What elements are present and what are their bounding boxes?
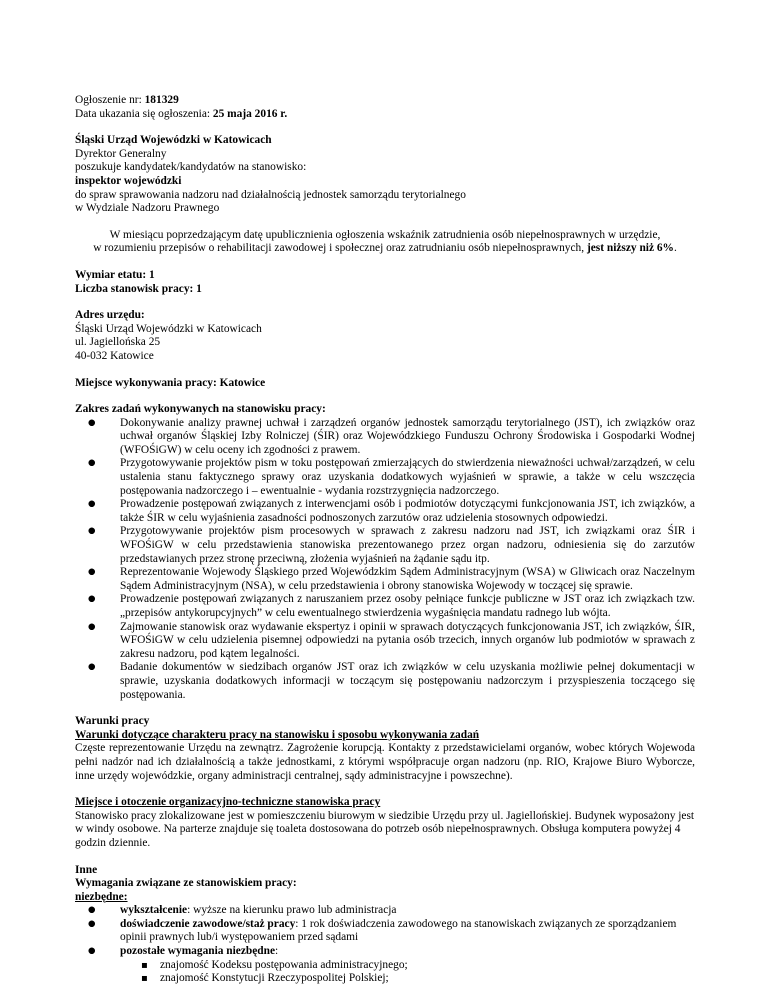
list-item (120, 904, 695, 918)
environment-section (75, 796, 695, 850)
requirements-list (75, 904, 695, 986)
list-item: ▪ znajomość Konstytucji Rzeczypospolitej Polskiej; (160, 972, 695, 986)
disability-notice (75, 229, 695, 256)
office-address (75, 309, 695, 363)
requirement-label: pozostałe wymagania niezbędne (120, 945, 276, 958)
workplace-text: Miejsce wykonywania pracy: Katowice (75, 376, 266, 389)
requirements-subheading: Wymagania związane ze stanowiskiem pracy: (75, 877, 297, 890)
list-item: ● Dokonywanie analizy prawnej uchwał i zarządzeń organów jednostek samorządu terytorialnego (JST), ich związków oraz uchwał organów Śląskiej Izby Rolniczej (ŚIR) oraz Wojewódzkiego Funduszu Ochrony Środowiska i Gospodarki Wodnej (WFOŚiGW) w celu oceny ich zgodności z prawem. (120, 417, 695, 458)
office-info (75, 134, 695, 216)
etat: Wymiar etatu: 1 (75, 268, 155, 281)
date-label: Data ukazania się ogłoszenia: (75, 107, 211, 120)
requirement-text: : wyższe na kierunku prawo lub administracja (187, 904, 397, 917)
requirement-text: : 1 rok doświadczenia zawodowego na stanowiskach związanych ze sporządzaniem opinii prawnych lub/i występowaniem przed sądami (120, 917, 677, 944)
seeking-text: poszukuje kandydatek/kandydatów na stanowisko: (75, 161, 307, 174)
disability-rate: jest niższy niż 6% (586, 242, 674, 255)
positions-count: Liczba stanowisk pracy: 1 (75, 282, 202, 295)
director: Dyrektor Generalny (75, 147, 167, 160)
list-item (120, 945, 695, 986)
list-item: ▪ znajomość Kodeksu postępowania administracyjnego; (160, 959, 695, 973)
notice-number: 181329 (144, 94, 179, 106)
notice-number-line (75, 94, 695, 108)
tasks-heading: Zakres zadań wykonywanych na stanowisku pracy: (75, 403, 326, 416)
conditions-section (75, 715, 695, 783)
requirement-label: doświadczenie zawodowe/staż pracy (120, 917, 296, 930)
disability-line-2-text: w rozumieniu przepisów o rehabilitacji zawodowej i społecznej oraz zatrudnianiu osób niepełnosprawnych, (93, 242, 587, 255)
address-name: Śląski Urząd Wojewódzki w Katowicach (75, 322, 262, 335)
list-item: ● Przygotowywanie projektów pism procesowych w sprawach z zakresu nadzoru nad JST, ich związkami oraz ŚIR i WFOŚiGW w celu przedstawienia stanowiska prezentowanego przez organ nadzoru, odniesienia się do zarzutów przedstawianych przez stronę przeciwną, złożenia wyjaśnień na żądanie sądu itp. (120, 525, 695, 566)
list-item: ● Badanie dokumentów w siedzibach organów JST oraz ich związków w celu uzyskania możliwie pełnej dokumentacji w sprawie, uzyskania dodatkowych informacji w toczącym się postępowaniu nadzorczym i przyspieszenia toczącego się postępowania. (120, 661, 695, 702)
document-page (75, 94, 695, 986)
disability-line-2 (75, 242, 695, 256)
list-item: ● Reprezentowanie Wojewody Śląskiego przed Wojewódzkim Sądem Administracyjnym (WSA) w Gliwicach oraz Naczelnym Sądem Administracyjnym (NSA), w celu przedstawienia i obrony stanowiska Wojewody w toczącej się sprawie. (120, 566, 695, 593)
notice-date-line (75, 108, 695, 122)
conditions-subheading-2: Miejsce i otoczenie organizacyjno-techniczne stanowiska pracy (75, 796, 381, 809)
notice-label: Ogłoszenie nr: (75, 94, 142, 106)
requirement-text: : (275, 945, 279, 958)
list-item: ● Prowadzenie postępowań związanych z interwencjami osób i podmiotów dotyczącymi funkcjonowania JST, ich związków, a także ŚIR w celu wyjaśnienia zasadności podnoszonych zarzutów oraz udzielenia stosownych odpowiedzi. (120, 498, 695, 525)
list-item: ● Prowadzenie postępowań związanych z naruszaniem przez osoby pełniące funkcje publiczne w JST oraz ich związkach tzw. „przepisów antykorupcyjnych” w celu ewentualnego stwierdzenia wygaśnięcia mandatu radnego lub wójta. (120, 593, 695, 620)
tasks-list (75, 417, 695, 702)
list-item: ● Przygotowywanie projektów pism w toku postępowań zmierzających do stwierdzenia nieważności uchwał/zarządzeń, w celu ustalenia stanu faktycznego sprawy oraz uzyskania dodatkowych wyjaśnień w sprawie, a także w celu wszczęcia postępowania nadzorczego i – ewentualnie - wydania rozstrzygnięcia nadzorczego. (120, 457, 695, 498)
notice-date: 25 maja 2016 r. (212, 107, 288, 120)
position-title: inspektor wojewódzki (75, 174, 182, 187)
address-label: Adres urzędu: (75, 309, 145, 322)
notice-header (75, 94, 695, 121)
address-city: 40-032 Katowice (75, 349, 154, 362)
list-item (120, 918, 695, 945)
conditions-text-2: Stanowisko pracy zlokalizowane jest w pomieszczeniu biurowym w siedzibie Urzędu przy ul. Jagiellońskiej. Budynek wyposażony jest w windy osobowe. Na parterze znajduje się toaleta dostosowana do potrzeb osób niepełnosprawnych. Obsługa komputera powyżej 4 godzin dziennie. (75, 809, 695, 849)
conditions-text-1: Częste reprezentowanie Urzędu na zewnątrz. Zagrożenie korupcją. Kontakty z przedstawicielami organów, wobec których Wojewoda pełni nadzór nad ich działalnością a także jednostkami, z którymi współpracuje organ nadzoru (np. RIO, Krajowe Biuro Wyborcze, inne urzędy wojewódzkie, organy administracji centralnej, sądy administracyjne i powszechne). (75, 742, 695, 782)
requirement-label: wykształcenie (120, 904, 188, 917)
position-scope: do spraw sprawowania nadzoru nad działalnością jednostek samorządu terytorialnego (75, 188, 466, 201)
disability-line-1: W miesiącu poprzedzającym datę upublicznienia ogłoszenia wskaźnik zatrudnienia osób niepełnosprawnych w urzędzie, (109, 228, 661, 241)
requirements-section (75, 864, 695, 986)
requirements-heading: Inne (75, 863, 98, 876)
address-street: ul. Jagiellońska 25 (75, 336, 161, 349)
conditions-subheading-1: Warunki dotyczące charakteru pracy na stanowisku i sposobu wykonywania zadań (75, 728, 480, 741)
department: w Wydziale Nadzoru Prawnego (75, 202, 220, 215)
tasks-section (75, 403, 695, 702)
necessary-label: niezbędne: (75, 890, 128, 903)
other-requirements-list (120, 959, 695, 986)
workplace (75, 377, 695, 391)
employment-info (75, 269, 695, 296)
disability-end: . (673, 242, 677, 255)
conditions-heading: Warunki pracy (75, 715, 150, 728)
list-item: ● Zajmowanie stanowisk oraz wydawanie ekspertyz i opinii w sprawach dotyczących funkcjonowania JST, ich związków, ŚIR, WFOŚiGW w celu udzielenia pisemnej odpowiedzi na pytania osób trzecich, innych organów lub podmiotów w sprawach z zakresu nadzoru, pod kątem legalności. (120, 621, 695, 662)
office-name: Śląski Urząd Wojewódzki w Katowicach (75, 134, 272, 147)
